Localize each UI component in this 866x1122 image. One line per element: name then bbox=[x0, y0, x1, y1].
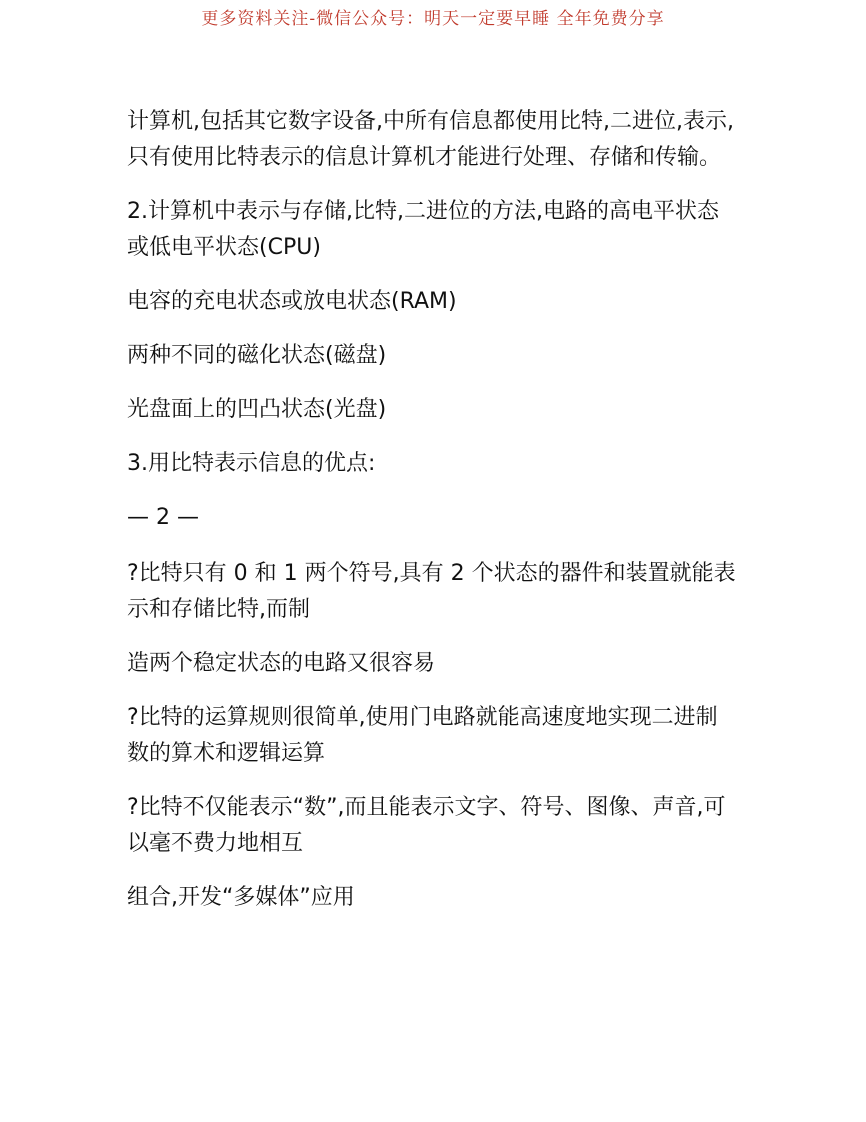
paragraph-multimedia-application: 组合,开发“多媒体”应用 bbox=[127, 885, 355, 910]
paragraph-advantage-symbols: ?比特只有 0 和 1 两个符号,具有 2 个状态的器件和装置就能表示和存储比特,而制 bbox=[127, 561, 736, 622]
paragraph-advantages-heading: 3.用比特表示信息的优点: bbox=[127, 451, 376, 476]
paragraph-magnetic-state: 两种不同的磁化状态(磁盘) bbox=[127, 343, 387, 368]
paragraph-advantage-operations: ?比特的运算规则很简单,使用门电路就能高速度地实现二进制数的算术和逻辑运算 bbox=[127, 705, 718, 766]
paragraph-advantage-circuits: 造两个稳定状态的电路又很容易 bbox=[127, 651, 436, 676]
document-body bbox=[127, 104, 737, 934]
paragraph-advantage-multimedia: ?比特不仅能表示“数”,而且能表示文字、符号、图像、声音,可以毫不费力地相互 bbox=[127, 795, 726, 856]
paragraph-storage-methods: 2.计算机中表示与存储,比特,二进位的方法,电路的高电平状态或低电平状态(CPU) bbox=[127, 199, 719, 260]
paragraph-bit-intro: 计算机,包括其它数字设备,中所有信息都使用比特,二进位,表示,只有使用比特表示的信息计算机才能进行处理、存储和传输。 bbox=[127, 109, 734, 170]
paragraph-capacitor-state: 电容的充电状态或放电状态(RAM) bbox=[127, 289, 457, 314]
page-number: — 2 — bbox=[127, 505, 199, 530]
paragraph-optical-state: 光盘面上的凹凸状态(光盘) bbox=[127, 397, 387, 422]
header-banner: 更多资料关注-微信公众号：明天一定要早睡 全年免费分享 bbox=[201, 9, 665, 29]
